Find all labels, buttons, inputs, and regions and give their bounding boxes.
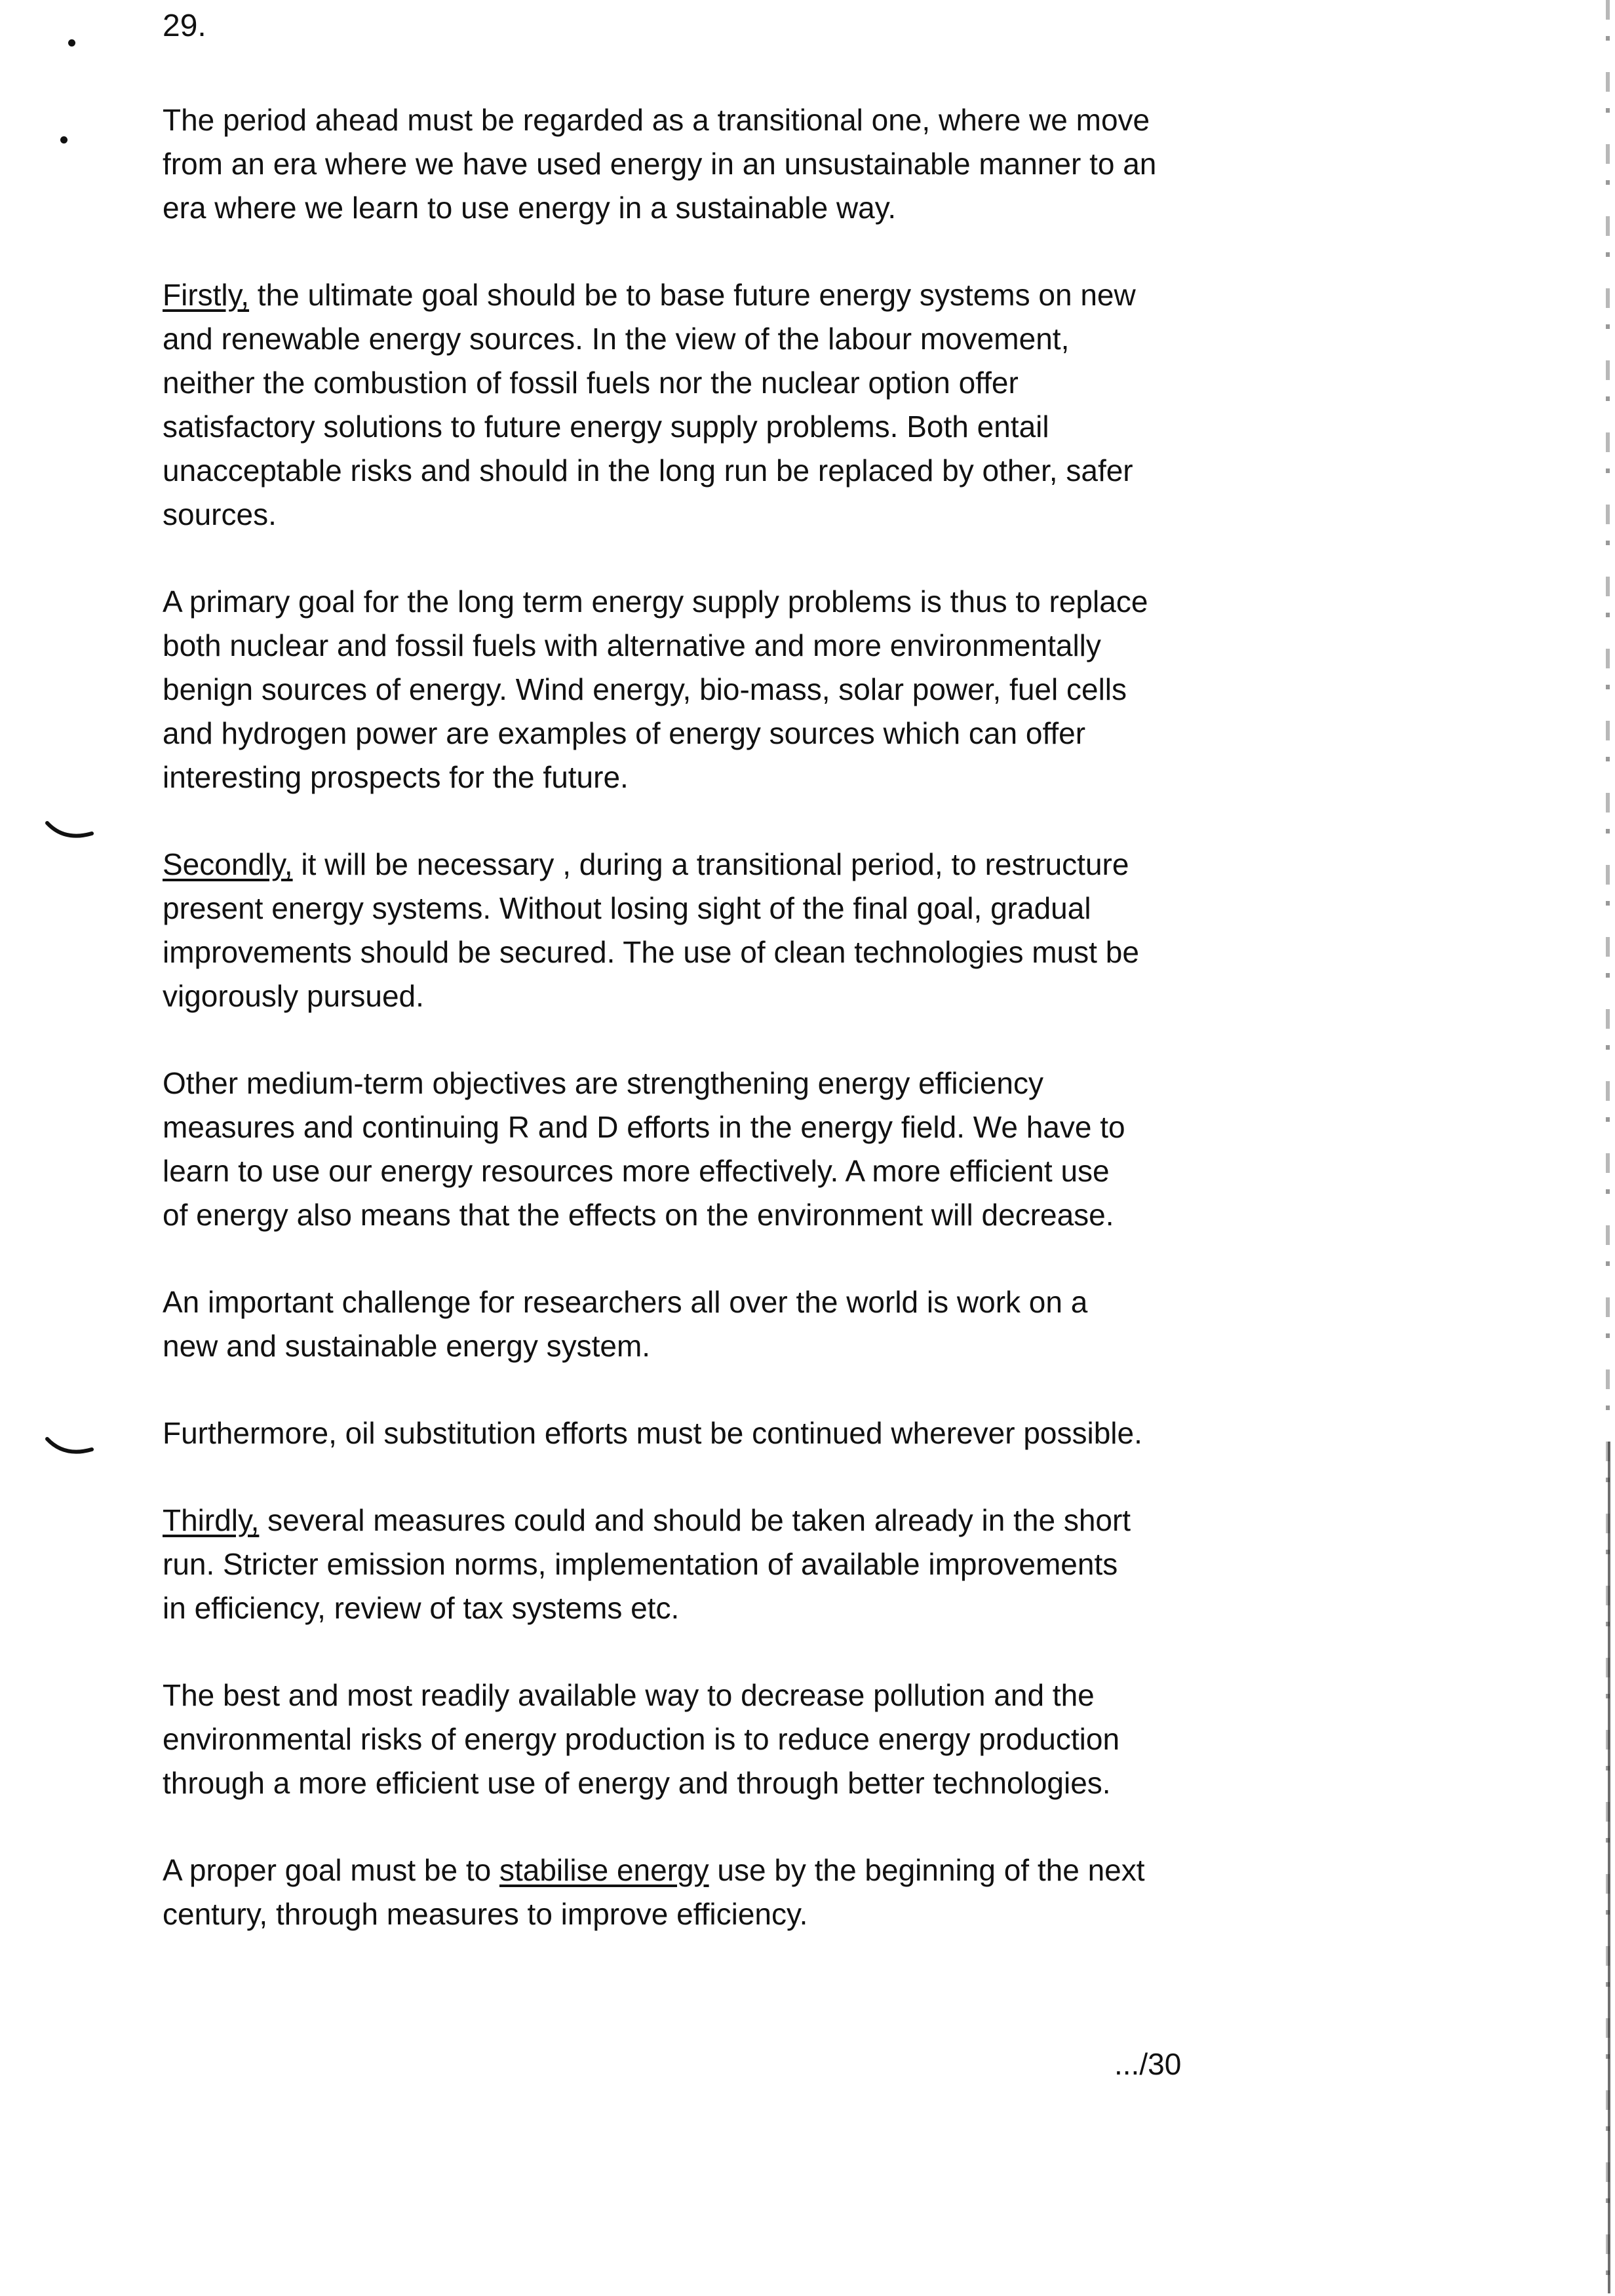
text-line: sources. <box>163 497 277 531</box>
paragraph <box>163 843 1349 1018</box>
paragraph <box>163 1499 1349 1630</box>
text-line: new and sustainable energy system. <box>163 1329 651 1363</box>
text-line: era where we learn to use energy in a sustainable way. <box>163 191 897 225</box>
text-line: present energy systems. Without losing sight of the final goal, gradual <box>163 891 1091 925</box>
text-line: environmental risks of energy production is to reduce energy production <box>163 1722 1120 1756</box>
scan-edge-artifact <box>1608 1442 1610 2293</box>
page-number: 29. <box>163 9 206 43</box>
text-line: of energy also means that the effects on the environment will decrease. <box>163 1198 1114 1232</box>
paragraph <box>163 1674 1349 1805</box>
underlined-phrase: stabilise energy <box>499 1853 709 1887</box>
text-line: through a more efficient use of energy and through better technologies. <box>163 1766 1111 1800</box>
text-line: Firstly, the ultimate goal should be to base future energy systems on new <box>163 278 1136 312</box>
margin-dot-mark <box>60 136 68 144</box>
text-line: from an era where we have used energy in an unsustainable manner to an <box>163 147 1157 181</box>
text-line: improvements should be secured. The use of clean technologies must be <box>163 935 1139 969</box>
text-line: in efficiency, review of tax systems etc. <box>163 1591 680 1625</box>
text-line: A proper goal must be to stabilise energy use by the beginning of the next <box>163 1853 1145 1887</box>
margin-dot-mark <box>68 39 75 47</box>
text-line: unacceptable risks and should in the long run be replaced by other, safer <box>163 453 1133 488</box>
text-line: run. Stricter emission norms, implementation of available improvements <box>163 1547 1118 1581</box>
text-line: century, through measures to improve efficiency. <box>163 1897 808 1931</box>
text-line: A primary goal for the long term energy supply problems is thus to replace <box>163 584 1148 619</box>
text-line: benign sources of energy. Wind energy, bio-mass, solar power, fuel cells <box>163 672 1127 706</box>
underlined-lead: Thirdly, <box>163 1503 260 1537</box>
margin-tick-mark <box>45 1435 97 1461</box>
text-line: Thirdly, several measures could and should be taken already in the short <box>163 1503 1131 1537</box>
text-line: interesting prospects for the future. <box>163 760 629 794</box>
text-line: measures and continuing R and D efforts in the energy field. We have to <box>163 1110 1125 1144</box>
text-line: neither the combustion of fossil fuels nor the nuclear option offer <box>163 366 1019 400</box>
paragraph <box>163 1848 1349 1936</box>
underlined-lead: Secondly, <box>163 847 293 881</box>
text-line: Secondly, it will be necessary , during a transitional period, to restructure <box>163 847 1129 881</box>
text-line: The period ahead must be regarded as a transitional one, where we move <box>163 103 1150 137</box>
text-line: An important challenge for researchers all over the world is work on a <box>163 1285 1088 1319</box>
text-line: Other medium-term objectives are strengthening energy efficiency <box>163 1066 1044 1100</box>
text-line: both nuclear and fossil fuels with alternative and more environmentally <box>163 628 1101 662</box>
underlined-lead: Firstly, <box>163 278 250 312</box>
text-line: satisfactory solutions to future energy supply problems. Both entail <box>163 410 1049 444</box>
document-body <box>163 98 1349 1980</box>
continuation-marker: .../30 <box>1114 2047 1182 2081</box>
paragraph <box>163 1411 1349 1455</box>
text-line: The best and most readily available way to decrease pollution and the <box>163 1678 1095 1712</box>
paragraph <box>163 98 1349 230</box>
paragraph <box>163 580 1349 799</box>
text-line: Furthermore, oil substitution efforts must be continued wherever possible. <box>163 1416 1142 1450</box>
text-line: and renewable energy sources. In the view of the labour movement, <box>163 322 1070 356</box>
paragraph <box>163 1280 1349 1368</box>
text-line: vigorously pursued. <box>163 979 424 1013</box>
paragraph <box>163 1062 1349 1237</box>
margin-tick-mark <box>45 819 97 845</box>
text-line: learn to use our energy resources more effectively. A more efficient use <box>163 1154 1110 1188</box>
text-line: and hydrogen power are examples of energy sources which can offer <box>163 716 1086 750</box>
paragraph <box>163 273 1349 537</box>
